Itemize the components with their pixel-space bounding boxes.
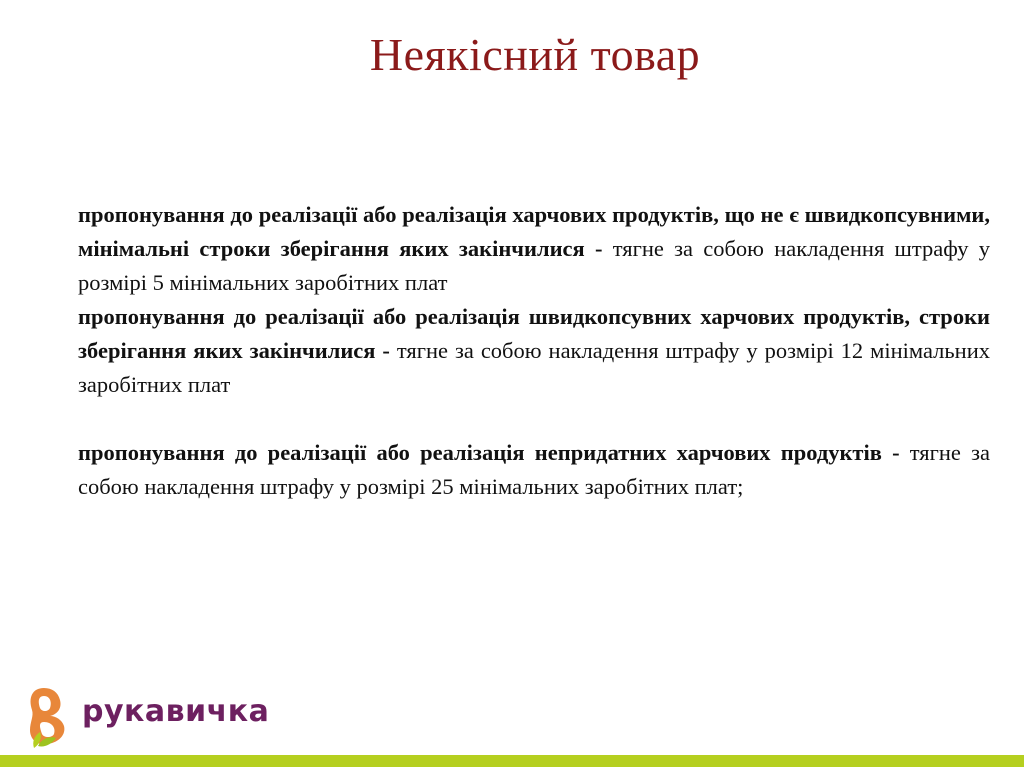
slide-body [78, 198, 990, 504]
paragraph-bold-text: пропонування до реалізації або реалізація харчових продуктів, що не є швидкопсувними, мінімальні строки зберігання яких закінчилися - [78, 202, 990, 261]
brand-logo [22, 680, 282, 750]
brand-logo-text: рукавичка [82, 694, 270, 729]
rukavychka-mitten-logo-icon [22, 680, 82, 750]
paragraph-normal-text: тягне за собою накладення штрафу у розмірі 5 мінімальних заробітних плат [78, 236, 990, 295]
paragraph-normal-text: тягне за собою накладення штрафу у розмірі 12 мінімальних заробітних плат [78, 338, 991, 397]
paragraph-non-perishable [78, 198, 990, 300]
paragraph-bold-text: пропонування до реалізації або реалізація швидкопсувних харчових продуктів, строки зберігання яких закінчилися - [78, 304, 990, 363]
paragraph-bold-text: пропонування до реалізації або реалізація непридатних харчових продуктів - [78, 440, 900, 465]
slide-title: Неякісний товар [369, 29, 701, 80]
paragraph-perishable [78, 300, 990, 402]
bottom-accent-bar [0, 755, 1024, 767]
paragraph-unfit [78, 436, 990, 504]
paragraph-spacer [78, 402, 990, 436]
paragraph-normal-text: тягне за собою накладення штрафу у розмірі 25 мінімальних заробітних плат; [78, 440, 990, 499]
